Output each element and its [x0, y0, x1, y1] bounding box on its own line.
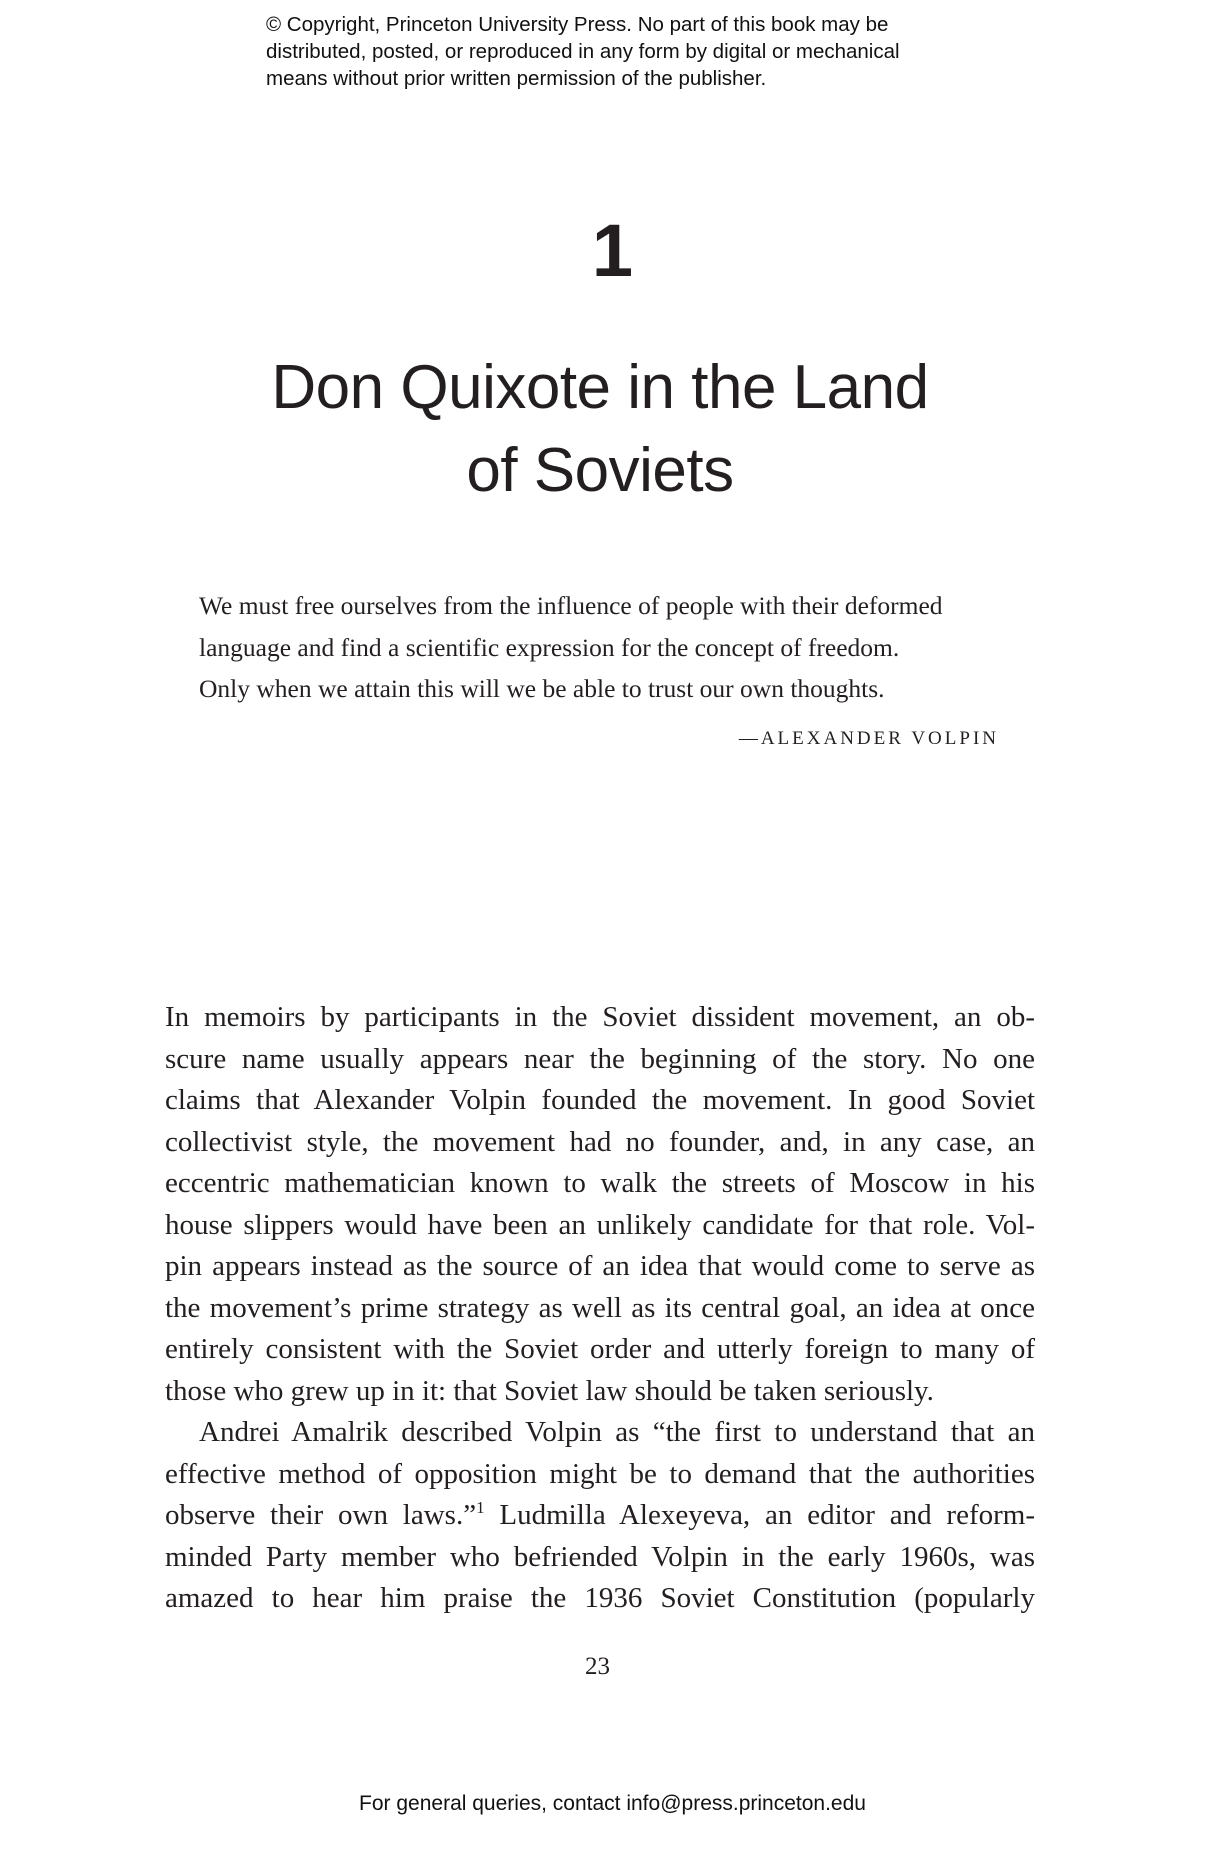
chapter-title	[0, 346, 1200, 512]
page-number: 23	[585, 1653, 610, 1680]
text-line: entirely consistent with the Soviet order and utterly foreign to many of	[165, 1333, 1035, 1365]
text-line: pin appears instead as the source of an idea that would come to serve as	[165, 1250, 1035, 1282]
text-line: effective method of opposition might be to demand that the authorities	[165, 1457, 1035, 1490]
chapter-title-line: Don Quixote in the Land	[271, 353, 929, 422]
text-line: house slippers would have been an unlikely candidate for that role. Vol-	[165, 1208, 1035, 1241]
text-line: minded Party member who befriended Volpin in the early 1960s, was	[165, 1540, 1035, 1573]
text-segment: observe their own laws.”	[165, 1499, 477, 1531]
text-line	[165, 1495, 1035, 1537]
copyright-line: © Copyright, Princeton University Press. No part of this book may be	[266, 13, 889, 36]
text-segment: Ludmilla Alexeyeva, an editor and reform-	[484, 1499, 1035, 1531]
chapter-number: 1	[591, 209, 634, 292]
epigraph-line: Only when we attain this will we be able to trust our own thoughts.	[199, 674, 885, 703]
text-line: those who grew up in it: that Soviet law should be taken seriously.	[165, 1374, 934, 1407]
text-line: In memoirs by participants in the Soviet dissident movement, an ob-	[165, 1001, 1035, 1033]
contact-footer: For general queries, contact info@press.princeton.edu	[359, 1792, 866, 1815]
epigraph	[199, 585, 1019, 710]
paragraph	[165, 1412, 1035, 1620]
text-line: eccentric mathematician known to walk the streets of Moscow in his	[165, 1167, 1035, 1199]
footnote-reference[interactable]: 1	[476, 1498, 485, 1517]
text-line: scure name usually appears near the beginning of the story. No one	[165, 1042, 1035, 1075]
copyright-notice	[266, 11, 1026, 92]
paragraph	[165, 997, 1035, 1412]
text-line: amazed to hear him praise the 1936 Soviet Constitution (popularly	[165, 1582, 1035, 1614]
epigraph-line: language and find a scientific expression for the concept of freedom.	[199, 632, 900, 662]
text-line: collectivist style, the movement had no founder, and, in any case, an	[165, 1125, 1035, 1158]
text-line: claims that Alexander Volpin founded the movement. In good Soviet	[165, 1084, 1035, 1116]
copyright-line: distributed, posted, or reproduced in any form by digital or mechanical	[266, 40, 900, 63]
copyright-line: means without prior written permission of the publisher.	[266, 67, 767, 90]
body-text	[165, 997, 1035, 1620]
text-line: Andrei Amalrik described Volpin as “the first to understand that an	[199, 1416, 1035, 1448]
epigraph-line: We must free ourselves from the influence of people with their deformed	[199, 591, 943, 620]
epigraph-attribution: —ALEXANDER VOLPIN	[738, 728, 999, 749]
chapter-title-line: of Soviets	[466, 436, 734, 505]
text-line: the movement’s prime strategy as well as its central goal, an idea at once	[165, 1291, 1035, 1324]
